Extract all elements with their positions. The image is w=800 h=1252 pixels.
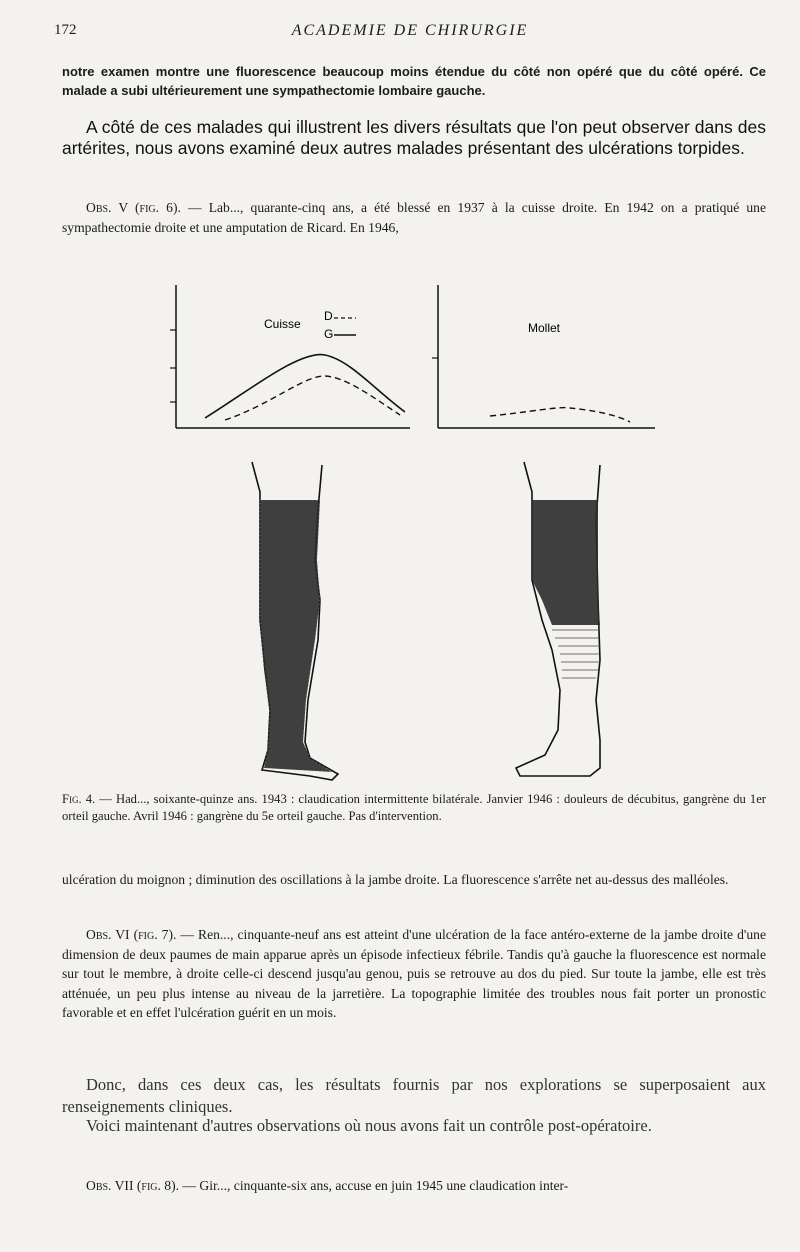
paragraph-1: notre examen montre une fluorescence beaucoup moins étendue du côté non opéré que du côté opéré. Ce malade a subi ultérieurement une sympathectomie lombaire gauche. <box>62 64 766 98</box>
obs-label: Obs. VI (fig. 7). <box>86 927 177 942</box>
right-leg-illustration <box>516 462 600 776</box>
figure-caption <box>62 791 766 825</box>
caption-label: Fig. 4. <box>62 792 96 806</box>
curve-mollet <box>490 408 630 422</box>
legend-d-label: D <box>324 309 333 323</box>
paragraph-5: Voici maintenant d'autres observations où nous avons fait un contrôle post-opératoire. <box>86 1116 652 1135</box>
figure-4 <box>160 280 660 790</box>
caption-text: — Had..., soixante-quinze ans. 1943 : claudication intermittente bilatérale. Janvier 1946 : douleurs de décubitus, gangrène du 1er orteil gauche. Avril 1946 : gangrène du 5e orteil gauche. Pas d'intervention. <box>62 792 766 823</box>
running-head: ACADEMIE DE CHIRURGIE <box>291 22 529 39</box>
right-graph-label: Mollet <box>528 321 561 335</box>
observation-5 <box>62 198 766 237</box>
curve-g <box>225 376 400 420</box>
right-graph <box>432 285 655 428</box>
obs-text: — Gir..., cinquante-six ans, accuse en juin 1945 une claudication inter- <box>179 1178 569 1193</box>
page-header <box>54 22 766 46</box>
left-graph-label: Cuisse <box>264 317 301 331</box>
obs-text: — Lab..., quarante-cinq ans, a été blessé en 1937 à la cuisse droite. En 1942 on a pratiqué une sympathectomie droite et une amputation de Ricard. En 1946, <box>62 200 766 235</box>
observation-7 <box>62 1176 766 1196</box>
left-leg-illustration <box>252 462 338 780</box>
paragraph-4: Donc, dans ces deux cas, les résultats fournis par nos explorations se superposaient aux renseignements cliniques. <box>62 1075 766 1116</box>
curve-d <box>205 355 405 418</box>
paragraph-2: A côté de ces malades qui illustrent les divers résultats que l'on peut observer dans des artérites, nous avons examiné deux autres malades présentant des ulcérations torpides. <box>62 117 766 158</box>
obs-label: Obs. VII (fig. 8). <box>86 1178 180 1193</box>
legend-g-label: G <box>324 327 334 341</box>
left-graph <box>170 285 410 428</box>
observation-6 <box>62 925 766 1023</box>
paragraph-3: ulcération du moignon ; diminution des oscillations à la jambe droite. La fluorescence s'arrête net au-dessus des malléoles. <box>62 872 729 887</box>
obs-text: — Ren..., cinquante-neuf ans est atteint d'une ulcération de la face antéro-externe de la jambe droite d'une dimension de deux paumes de main apparue après un épisode infectieux fébrile. Tandis qu'à gauche la fluorescence est normale sur tout le membre, à droite celle-ci descend jusqu'au genou, puis se retrouve au dos du pied. Sur toute la jambe, elle est très atténuée, un peu plus intense au niveau de la jarretière. La topographie limitée des troubles nous fait porter un pronostic favorable et en effet l'ulcération guérit en un mois. <box>62 927 766 1020</box>
obs-label: Obs. V (fig. 6). <box>86 200 181 215</box>
page-number: 172 <box>54 22 77 38</box>
